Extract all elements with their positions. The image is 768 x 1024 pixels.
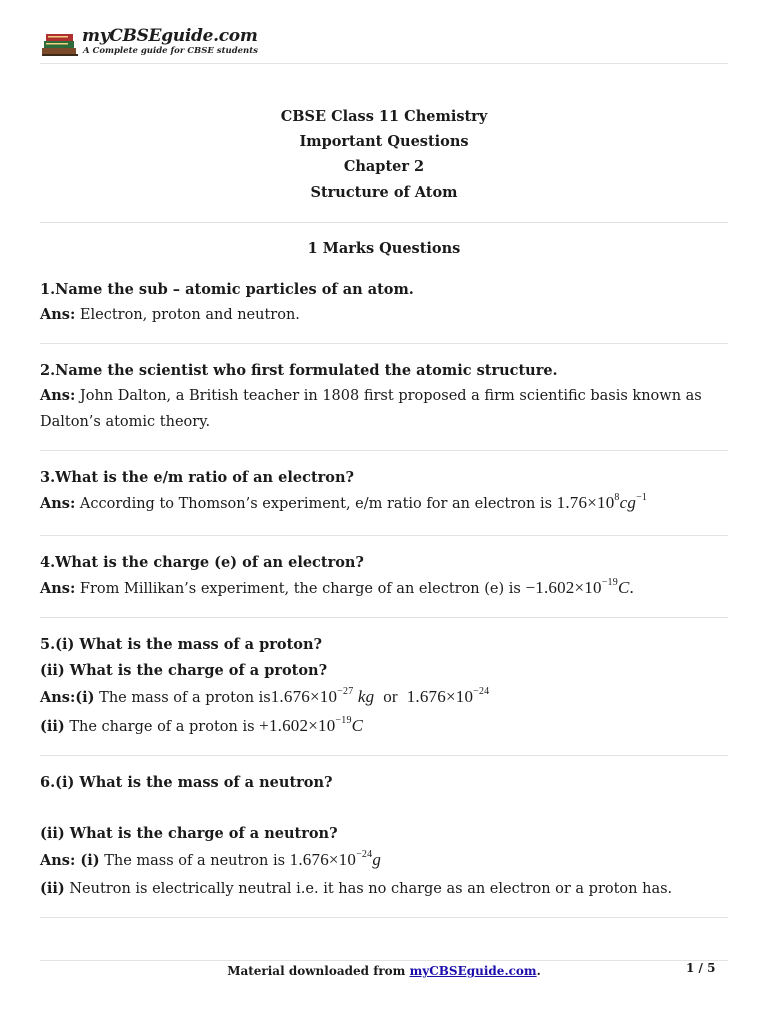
answer-5-formula-or: or: [383, 687, 398, 706]
answer-4-formula-unit: C: [617, 578, 630, 597]
answer-3: [40, 493, 647, 514]
divider-5: [40, 755, 728, 756]
divider-1: [40, 343, 728, 344]
footer: [0, 964, 768, 978]
answer-4: [40, 578, 634, 599]
answer-3-formula-unit: cg: [619, 493, 637, 512]
answer-5-formula-1-base: 1.676×10: [270, 687, 338, 706]
answer-2: [40, 386, 702, 406]
doc-title-line1: CBSE Class 11 Chemistry: [280, 108, 488, 125]
answer-5-text-1: The mass of a proton is: [94, 690, 271, 706]
answer-4-formula-base: −1.602×10: [525, 578, 602, 597]
answer-5-formula-2: [259, 716, 363, 735]
answer-6-ii-label: (ii): [40, 880, 65, 897]
question-5-part-1: 5.(i) What is the mass of a proton?: [40, 636, 322, 653]
answer-4-formula-end: .: [629, 578, 634, 597]
answer-5-text-2: The charge of a proton is: [64, 719, 260, 735]
answer-2-text-line2: Dalton’s atomic theory.: [40, 414, 211, 430]
answer-5-formula-1-unit: kg: [357, 687, 375, 706]
divider-2: [40, 450, 728, 451]
answer-1-text: Electron, proton and neutron.: [75, 307, 300, 323]
answer-6-formula-1: [290, 850, 381, 869]
doc-title-line4: Structure of Atom: [310, 184, 458, 201]
answer-6-formula-1-base: 1.676×10: [289, 850, 357, 869]
footer-text: Material downloaded from: [227, 964, 410, 978]
answer-5-ii-label: (ii): [40, 718, 65, 735]
answer-3-label: Ans:: [40, 495, 76, 512]
answer-6-formula-1-exp: −24: [356, 849, 373, 860]
answer-3-formula-unit-exp: −1: [636, 492, 648, 503]
answer-1: [40, 305, 300, 325]
answer-2-text-line1: John Dalton, a British teacher in 1808 first proposed a firm scientific basis known as: [75, 388, 702, 404]
page-number: 1 / 5: [686, 961, 716, 975]
question-1: 1.Name the sub – atomic particles of an atom.: [40, 281, 414, 298]
answer-5-formula-2-unit: C: [351, 716, 364, 735]
answer-4-label: Ans:: [40, 580, 76, 597]
answer-5-formula-1: [271, 687, 490, 706]
answer-4-text: From Millikan’s experiment, the charge of an electron (e) is: [75, 581, 526, 597]
logo-name-suffix: guide.com: [161, 26, 258, 46]
answer-5-part-1: [40, 687, 489, 708]
answer-2-label: Ans:: [40, 387, 76, 404]
answer-6-label: Ans: (i): [40, 852, 100, 869]
question-5-part-2: (ii) What is the charge of a proton?: [40, 662, 328, 679]
answer-5-label: Ans:(i): [40, 689, 95, 706]
answer-3-text: According to Thomson’s experiment, e/m ratio for an electron is: [75, 496, 557, 512]
logo-name: [82, 26, 258, 46]
doc-title-line2: Important Questions: [299, 133, 469, 150]
divider-4: [40, 617, 728, 618]
question-2: 2.Name the scientist who first formulated the atomic structure.: [40, 362, 558, 379]
doc-title-line3: Chapter 2: [343, 158, 425, 175]
answer-6-part-2: [40, 879, 672, 899]
answer-4-formula-exp: −19: [601, 577, 618, 588]
answer-3-formula: [557, 493, 647, 512]
title-divider: [40, 222, 728, 223]
footer-link[interactable]: myCBSEguide.com: [409, 964, 537, 978]
section-heading: 1 Marks Questions: [307, 240, 461, 257]
question-6-part-1: 6.(i) What is the mass of a neutron?: [40, 774, 333, 791]
question-4: 4.What is the charge (e) of an electron?: [40, 554, 364, 571]
answer-6-text-1: The mass of a neutron is: [99, 853, 290, 869]
question-6-part-2: (ii) What is the charge of a neutron?: [40, 825, 338, 842]
answer-1-label: Ans:: [40, 306, 76, 323]
logo-name-brand: CBSE: [109, 26, 162, 46]
answer-6-text-2: Neutron is electrically neutral i.e. it has no charge as an electron or a proton has.: [64, 881, 673, 897]
books-logo-icon: [40, 28, 80, 58]
footer-end: .: [536, 964, 541, 978]
header-divider: [40, 63, 728, 64]
answer-3-formula-exp: 8: [614, 492, 620, 503]
answer-4-formula: [525, 578, 633, 597]
site-logo[interactable]: [40, 26, 258, 62]
divider-6: [40, 917, 728, 918]
answer-5-formula-1b-exp: −24: [473, 686, 490, 697]
question-3: 3.What is the e/m ratio of an electron?: [40, 469, 354, 486]
answer-5-formula-1b-base: 1.676×10: [406, 687, 474, 706]
answer-3-formula-base: 1.76×10: [556, 493, 615, 512]
answer-6-formula-1-unit: g: [372, 850, 382, 869]
answer-5-part-2: [40, 716, 363, 737]
logo-tagline: A Complete guide for CBSE students: [83, 46, 258, 56]
logo-name-prefix: my: [82, 26, 110, 46]
divider-3: [40, 535, 728, 536]
footer-divider: [40, 960, 728, 961]
answer-5-formula-2-base: +1.602×10: [259, 716, 336, 735]
answer-6-part-1: [40, 850, 381, 871]
answer-5-formula-1-exp: −27: [337, 686, 354, 697]
answer-5-formula-2-exp: −19: [335, 715, 352, 726]
